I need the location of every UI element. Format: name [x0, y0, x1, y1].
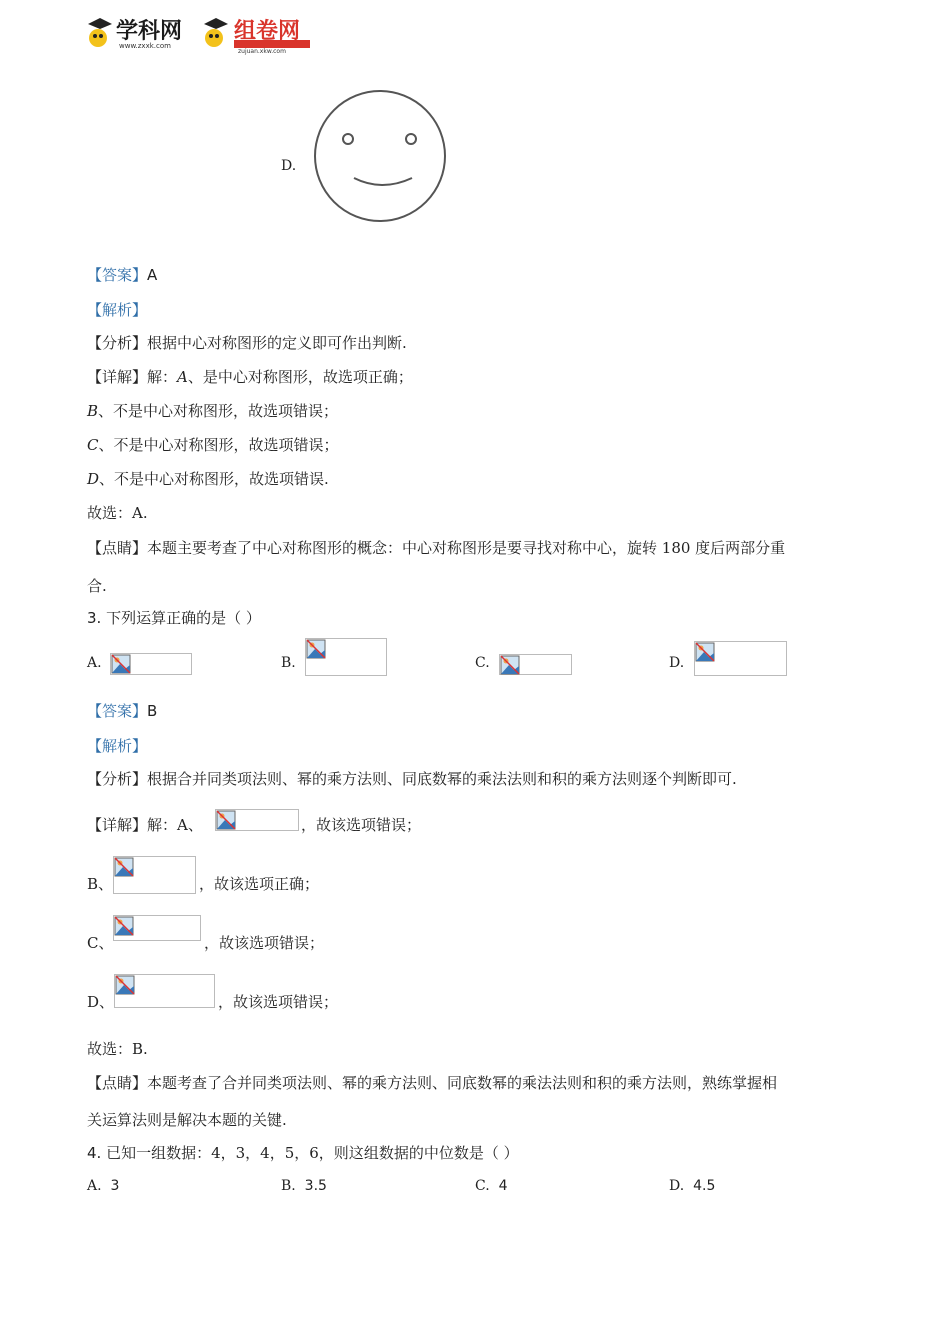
q3-detail-b-image	[113, 856, 196, 894]
q3-fenxi	[87, 768, 737, 789]
q3-line-c-pre: C、	[87, 934, 114, 952]
broken-image-icon	[111, 654, 131, 674]
q2-fenxi	[87, 332, 407, 353]
q3-stem	[87, 607, 261, 628]
letter-c: C	[87, 436, 99, 454]
q3-choose: 故选：B.	[87, 1040, 148, 1058]
answer-tag: 【答案】	[87, 702, 148, 720]
option-value: 4	[498, 1178, 508, 1194]
answer-value: B	[147, 702, 158, 720]
q3-option-d-image	[694, 641, 787, 676]
dianjing-text: 本题主要考查了中心对称图形的概念：中心对称图形是要寻找对称中心，旋转 180 度后两部分重	[147, 539, 786, 557]
q4-stem	[87, 1142, 519, 1163]
option-value: 3.5	[304, 1178, 327, 1194]
logo1-sub: www.zxxk.com	[119, 42, 171, 50]
header-logos	[86, 10, 316, 56]
q3-option-c-image	[499, 654, 572, 675]
q3-answer	[87, 700, 157, 721]
broken-image-icon	[216, 810, 236, 830]
q2-xiangjie	[87, 366, 413, 387]
fenxi-tag: 【分析】	[87, 770, 148, 788]
q2-dianjing	[87, 537, 785, 558]
xiangjie-tag: 【详解】	[87, 368, 148, 386]
q2-answer	[87, 264, 157, 285]
letter-b: B	[87, 402, 99, 420]
question-number: 4.	[87, 1144, 102, 1162]
q4-option-d	[669, 1178, 715, 1194]
line-b-text: 、不是中心对称图形，故选项错误；	[98, 402, 339, 420]
q2-line-c	[87, 434, 339, 455]
q3-line-d-post: ，故该选项错误；	[218, 993, 339, 1011]
broken-image-icon	[114, 916, 134, 936]
q3-detail-d-image	[114, 974, 215, 1008]
q3-dianjing	[87, 1072, 777, 1093]
q3-line-a-post: ，故该选项错误；	[301, 816, 422, 834]
xiangjie-pre: 解：	[147, 368, 178, 386]
logo1-text: 学科网	[116, 19, 183, 44]
broken-image-icon	[114, 857, 134, 877]
q3-detail-c-image	[113, 915, 201, 941]
fenxi-text: 根据中心对称图形的定义即可作出判断.	[147, 334, 407, 352]
option-label: B.	[281, 1178, 296, 1194]
option-value: 4.5	[693, 1178, 716, 1194]
xiangjie-post: 、是中心对称图形，故选项正确；	[187, 368, 413, 386]
answer-tag: 【答案】	[87, 266, 148, 284]
q3-detail-a-image	[215, 809, 299, 831]
broken-image-icon	[306, 639, 326, 659]
q3-option-b-label: B.	[281, 655, 296, 671]
broken-image-icon	[695, 642, 715, 662]
smiley-face-figure	[312, 88, 448, 224]
q3-option-c-label: C.	[475, 655, 490, 671]
question-number: 3.	[87, 609, 102, 627]
letter-a: A	[177, 368, 188, 386]
analysis-tag: 【解析】	[87, 301, 148, 319]
q2-line-d	[87, 468, 329, 489]
q4-option-b	[281, 1178, 327, 1194]
broken-image-icon	[500, 655, 520, 675]
dianjing-tag: 【点睛】	[87, 1074, 148, 1092]
dianjing-text: 本题考查了合并同类项法则、幂的乘方法则、同底数幂的乘法法则和积的乘方法则，熟练掌握相	[147, 1074, 778, 1092]
option-label: A.	[87, 1178, 102, 1194]
option-label: C.	[475, 1178, 490, 1194]
q3-line-d-pre: D、	[87, 993, 115, 1011]
q2-option-d-label: D.	[281, 158, 297, 174]
q3-line-c-post: ，故该选项错误；	[204, 934, 325, 952]
q3-line-b-pre: B、	[87, 875, 114, 893]
option-value: 3	[110, 1178, 120, 1194]
q4-option-a	[87, 1178, 119, 1194]
q3-option-a-image	[110, 653, 192, 675]
q3-option-d-label: D.	[669, 655, 685, 671]
fenxi-tag: 【分析】	[87, 334, 148, 352]
logo2-sub: zujuan.xkw.com	[238, 48, 286, 55]
logo2-text: 组卷网	[234, 19, 301, 44]
dianjing-tag: 【点睛】	[87, 539, 148, 557]
broken-image-icon	[115, 975, 135, 995]
question-text: 下列运算正确的是（ ）	[106, 609, 261, 627]
fenxi-text: 根据合并同类项法则、幂的乘方法则、同底数幂的乘法法则和积的乘方法则逐个判断即可.	[147, 770, 737, 788]
q3-xiangjie	[87, 814, 203, 835]
q4-option-c	[475, 1178, 508, 1194]
analysis-tag: 【解析】	[87, 737, 148, 755]
question-text: 已知一组数据：4，3，4，5，6，则这组数据的中位数是（ ）	[106, 1144, 519, 1162]
q2-line-b	[87, 400, 338, 421]
xiangjie-tag: 【详解】	[87, 816, 148, 834]
line-c-text: 、不是中心对称图形，故选项错误；	[98, 436, 339, 454]
line-d-text: 、不是中心对称图形，故选项错误.	[99, 470, 329, 488]
q3-option-b-image	[305, 638, 387, 676]
answer-value: A	[147, 266, 158, 284]
q2-dianjing-cont: 合.	[87, 577, 107, 595]
xiangjie-pre: 解：A、	[147, 816, 203, 834]
q3-dianjing-cont: 关运算法则是解决本题的关键.	[87, 1111, 287, 1129]
q3-option-a-label: A.	[87, 655, 102, 671]
letter-d: D	[87, 470, 100, 488]
q2-choose: 故选：A.	[87, 504, 148, 522]
option-label: D.	[669, 1178, 685, 1194]
q3-line-b-post: ，故该选项正确；	[199, 875, 320, 893]
